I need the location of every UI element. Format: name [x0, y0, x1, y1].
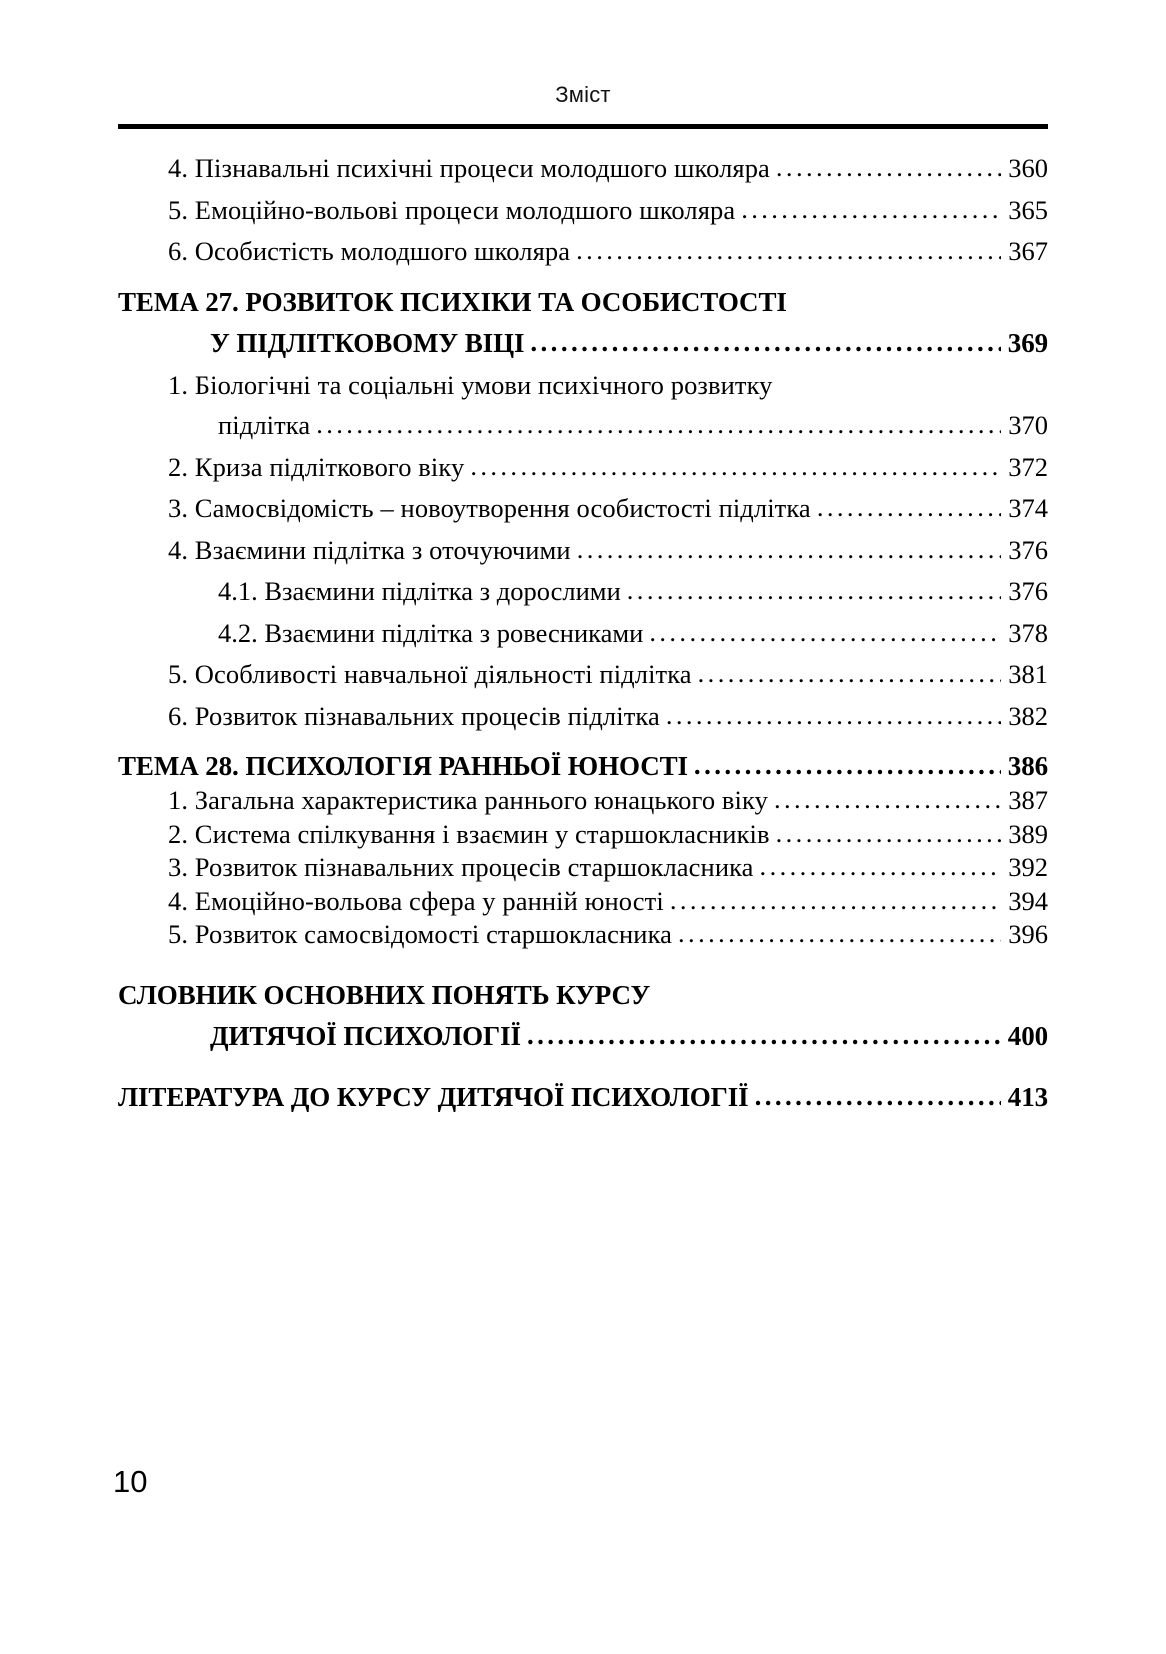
toc-entry[interactable]	[118, 369, 1048, 440]
toc-entry[interactable]	[118, 578, 1048, 605]
toc-heading[interactable]	[118, 979, 1048, 1051]
toc-item[interactable]	[118, 854, 1048, 881]
toc-entry[interactable]	[118, 238, 1048, 265]
toc-line-continuation	[168, 412, 1048, 439]
page-number-folio: 10	[113, 1464, 148, 1499]
toc-entry-title: ТЕМА 28. ПСИХОЛОГІЯ РАННЬОЇ ЮНОСТІ	[118, 751, 688, 781]
dot-leader	[698, 660, 1002, 687]
toc-line	[168, 238, 1048, 265]
toc-item[interactable]	[118, 495, 1048, 522]
dot-leader	[817, 494, 1001, 521]
dot-leader	[670, 887, 1001, 914]
dot-leader	[576, 237, 1001, 264]
toc-page-number: 378	[1008, 617, 1048, 648]
toc-item[interactable]	[118, 661, 1048, 688]
toc-page-number: 389	[1008, 818, 1048, 849]
toc-item[interactable]	[118, 369, 1048, 440]
toc-page-number: 360	[1008, 153, 1048, 183]
dot-leader	[530, 329, 1000, 356]
toc-line	[118, 753, 1048, 780]
dot-leader	[649, 619, 1001, 646]
toc-line	[168, 194, 1048, 225]
toc-entry-title: 6. Розвиток пізнавальних процесів підлітка	[168, 700, 660, 731]
toc-line-continuation	[118, 327, 1048, 358]
toc-entry-title: 5. Емоційно-вольові процеси молодшого школяра	[168, 194, 736, 225]
toc-page-number: 370	[1008, 410, 1048, 440]
toc-entry[interactable]	[118, 979, 1048, 1051]
toc-line	[218, 617, 1048, 648]
toc-line	[168, 700, 1048, 731]
toc-entry-title: 4. Емоційно-вольова сфера у ранній юності	[168, 885, 664, 916]
toc-entry-title: 3. Розвиток пізнавальних процесів старшокласника	[168, 852, 754, 882]
toc-entry-title: 1. Загальна характеристика раннього юнацького віку	[168, 785, 768, 815]
toc-item[interactable]	[118, 194, 1048, 225]
toc-entry-title: 5. Розвиток самосвідомості старшокласника	[168, 919, 673, 949]
toc-heading[interactable]	[118, 1081, 1048, 1112]
dot-leader	[776, 154, 1001, 181]
dot-leader	[694, 752, 1001, 779]
toc-item[interactable]	[118, 534, 1048, 565]
toc-item[interactable]	[118, 155, 1048, 182]
toc-item[interactable]	[118, 578, 1048, 605]
toc-page-number: 396	[1008, 919, 1048, 949]
toc-item[interactable]	[118, 451, 1048, 482]
dot-leader	[527, 1022, 1001, 1049]
toc-entry-title: 2. Криза підліткового віку	[168, 451, 465, 482]
toc-line	[118, 1081, 1048, 1112]
toc-entry-title: СЛОВНИК ОСНОВНИХ ПОНЯТЬ КУРСУ	[118, 979, 651, 1010]
toc-page-number: 387	[1008, 785, 1048, 815]
toc-page-number: 376	[1008, 534, 1048, 565]
toc-entry-title: ТЕМА 27. РОЗВИТОК ПСИХІКИ ТА ОСОБИСТОСТІ	[118, 286, 787, 317]
toc-heading[interactable]	[118, 286, 1048, 358]
toc-line	[168, 451, 1048, 482]
toc-entry[interactable]	[118, 885, 1048, 916]
toc-entry-title: 4. Пізнавальні психічні процеси молодшого школяра	[168, 153, 770, 183]
toc-page-number: 374	[1008, 493, 1048, 523]
toc-line	[168, 495, 1048, 522]
toc-entry-title-continued: підлітка	[218, 410, 311, 440]
toc-line	[168, 921, 1048, 948]
toc-item[interactable]	[118, 700, 1048, 731]
toc-entry[interactable]	[118, 617, 1048, 648]
toc-page-number: 376	[1008, 576, 1048, 606]
toc-entry[interactable]	[118, 700, 1048, 731]
toc-entry-title-continued: ДИТЯЧОЇ ПСИХОЛОГІЇ	[210, 1020, 521, 1051]
toc-entry[interactable]	[118, 155, 1048, 182]
toc-item[interactable]	[118, 617, 1048, 648]
toc-entry[interactable]	[118, 194, 1048, 225]
toc-entry-title-continued: У ПІДЛІТКОВОМУ ВІЦІ	[210, 327, 525, 358]
dot-leader	[577, 536, 1002, 563]
dot-leader	[741, 196, 1001, 223]
dot-leader	[666, 702, 1001, 729]
toc-page-number: 400	[1007, 1020, 1048, 1051]
toc-line-continuation	[118, 1020, 1048, 1051]
toc-page-number: 367	[1008, 236, 1048, 266]
toc-item[interactable]	[118, 238, 1048, 265]
toc-page-number: 392	[1008, 852, 1048, 882]
dot-leader	[755, 1083, 1001, 1110]
toc-entry[interactable]	[118, 921, 1048, 948]
toc-page-number: 365	[1008, 194, 1048, 225]
toc-entry[interactable]	[118, 1081, 1048, 1112]
toc-entry-title: 4. Взаємини підлітка з оточуючими	[168, 534, 571, 565]
header-divider	[118, 124, 1048, 129]
toc-entry[interactable]	[118, 854, 1048, 881]
toc-entry[interactable]	[118, 495, 1048, 522]
toc-page-number: 369	[1007, 327, 1048, 358]
dot-leader	[316, 411, 1001, 438]
toc-entry-title: 5. Особливості навчальної діяльності підлітка	[168, 659, 692, 689]
toc-page-number: 372	[1008, 451, 1048, 482]
toc-entry-title: 3. Самосвідомість – новоутворення особистості підлітка	[168, 493, 811, 523]
toc-page-number: 386	[1007, 751, 1048, 781]
toc-entry-title: 4.2. Взаємини підлітка з ровесниками	[218, 617, 644, 648]
toc-heading[interactable]	[118, 753, 1048, 780]
toc-line	[168, 818, 1048, 849]
toc-item[interactable]	[118, 885, 1048, 916]
toc-line	[168, 534, 1048, 565]
toc-page-number: 381	[1008, 659, 1048, 689]
toc-page-number: 413	[1007, 1081, 1048, 1112]
toc-item[interactable]	[118, 818, 1048, 849]
toc-entry-title: 1. Біологічні та соціальні умови психічного розвитку	[168, 369, 773, 400]
toc-entry[interactable]	[118, 753, 1048, 780]
toc-entry[interactable]	[118, 787, 1048, 814]
toc-page-number: 382	[1008, 700, 1048, 731]
dot-leader	[627, 577, 1001, 604]
dot-leader	[776, 820, 1002, 847]
toc-line	[118, 979, 1048, 1010]
toc-line	[168, 661, 1048, 688]
toc-entry[interactable]	[118, 661, 1048, 688]
toc-entry[interactable]	[118, 818, 1048, 849]
toc-entry-title: 4.1. Взаємини підлітка з дорослими	[218, 576, 621, 606]
toc-line	[168, 885, 1048, 916]
toc-line	[168, 787, 1048, 814]
running-head: Зміст	[555, 82, 611, 107]
toc-line	[118, 286, 1048, 317]
toc-line	[168, 155, 1048, 182]
toc-entry[interactable]	[118, 286, 1048, 358]
toc-page-number: 394	[1008, 885, 1048, 916]
toc-entry-title: 2. Система спілкування і взаємин у старшокласників	[168, 818, 770, 849]
toc-entry-title: ЛІТЕРАТУРА ДО КУРСУ ДИТЯЧОЇ ПСИХОЛОГІЇ	[118, 1081, 749, 1112]
toc-line	[218, 578, 1048, 605]
dot-leader	[470, 453, 1001, 480]
toc-item[interactable]	[118, 921, 1048, 948]
toc-entry[interactable]	[118, 451, 1048, 482]
dot-leader	[774, 786, 1001, 813]
table-of-contents	[118, 140, 1048, 1111]
toc-line	[168, 854, 1048, 881]
toc-line	[168, 369, 1048, 400]
toc-item[interactable]	[118, 787, 1048, 814]
toc-entry-title: 6. Особистість молодшого школяра	[168, 236, 571, 266]
toc-entry[interactable]	[118, 534, 1048, 565]
dot-leader	[760, 853, 1002, 880]
dot-leader	[678, 920, 1001, 947]
